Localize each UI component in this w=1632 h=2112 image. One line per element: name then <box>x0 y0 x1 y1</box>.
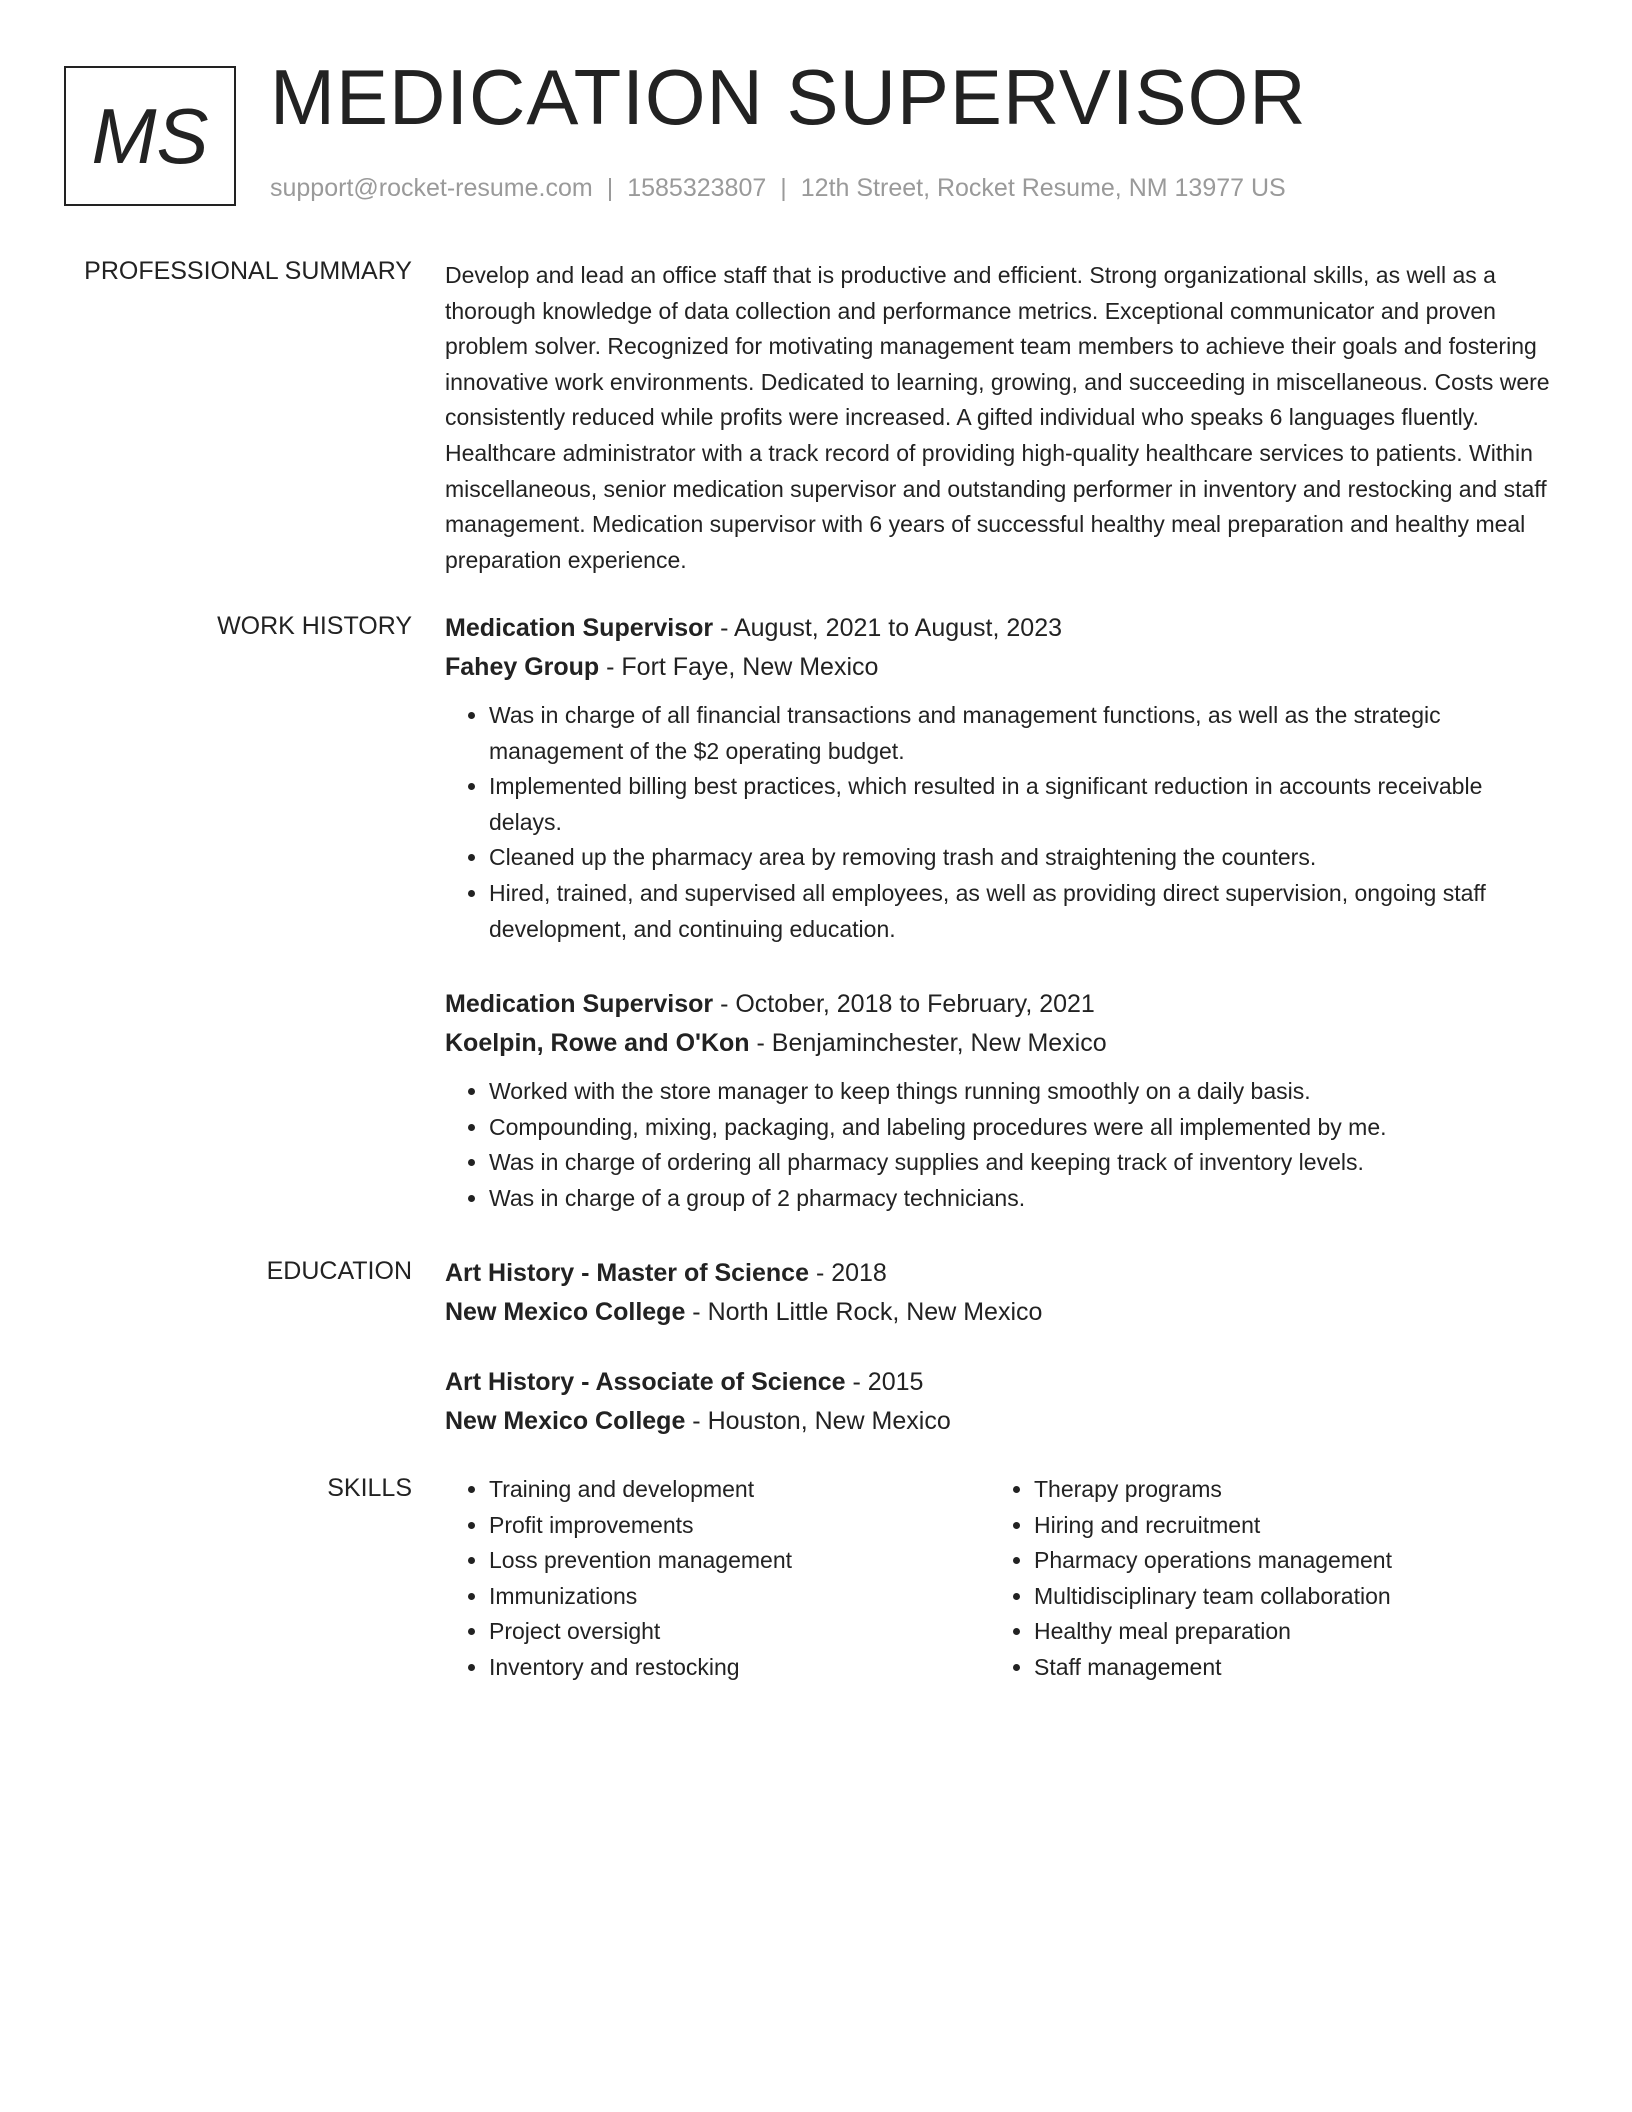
degree: Art History - Master of Science <box>445 1259 809 1287</box>
school-location: - Houston, New Mexico <box>685 1407 951 1435</box>
section-label-skills: SKILLS <box>327 1474 412 1502</box>
job-bullets <box>445 1074 1560 1216</box>
education-entry <box>445 1363 1560 1441</box>
section-label-work-history: WORK HISTORY <box>217 612 412 640</box>
school-line <box>445 1402 1560 1441</box>
job-title-line <box>445 609 1560 648</box>
school: New Mexico College <box>445 1298 686 1326</box>
skill-item: • Pharmacy operations management <box>1034 1543 1510 1579</box>
job-location: - Fort Faye, New Mexico <box>599 653 879 681</box>
contact-line <box>270 174 1286 203</box>
skills-column-right <box>990 1472 1510 1686</box>
job-location: - Benjaminchester, New Mexico <box>749 1029 1107 1057</box>
job-company: Koelpin, Rowe and O'Kon <box>445 1029 750 1057</box>
job-company-line <box>445 648 1560 687</box>
job-bullet: • Worked with the store manager to keep things running smoothly on a daily basis. <box>489 1074 1560 1110</box>
contact-address: 12th Street, Rocket Resume, NM 13977 US <box>800 174 1286 202</box>
job-dates: - August, 2021 to August, 2023 <box>713 614 1063 642</box>
school: New Mexico College <box>445 1407 686 1435</box>
job-bullet: • Implemented billing best practices, which resulted in a significant reduction in accounts receivable delays. <box>489 769 1560 840</box>
education-entry <box>445 1254 1560 1332</box>
job-bullet: • Compounding, mixing, packaging, and labeling procedures were all implemented by me. <box>489 1110 1560 1146</box>
degree-year: - 2015 <box>845 1368 924 1396</box>
skill-item: • Training and development <box>489 1472 965 1508</box>
monogram-badge <box>64 66 236 206</box>
skill-item: • Project oversight <box>489 1614 965 1650</box>
degree-year: - 2018 <box>809 1259 887 1287</box>
skill-item: • Loss prevention management <box>489 1543 965 1579</box>
monogram-text: MS <box>91 91 209 180</box>
job-title-line <box>445 985 1560 1024</box>
degree-line <box>445 1254 1560 1293</box>
job-bullet: • Cleaned up the pharmacy area by removing trash and straightening the counters. <box>489 840 1560 876</box>
section-label-education: EDUCATION <box>266 1257 412 1285</box>
section-label-summary: PROFESSIONAL SUMMARY <box>84 257 412 285</box>
contact-email: support@rocket-resume.com <box>270 174 593 202</box>
skill-item: • Profit improvements <box>489 1508 965 1544</box>
contact-separator: | <box>780 174 787 202</box>
skills-list <box>990 1472 1510 1686</box>
school-location: - North Little Rock, New Mexico <box>685 1298 1043 1326</box>
skills-column-left <box>445 1472 965 1686</box>
job-bullets <box>445 698 1560 947</box>
skill-item: • Therapy programs <box>1034 1472 1510 1508</box>
degree: Art History - Associate of Science <box>445 1368 846 1396</box>
skill-item: • Staff management <box>1034 1650 1510 1686</box>
work-entry <box>445 609 1560 947</box>
job-company-line <box>445 1024 1560 1063</box>
job-title: Medication Supervisor <box>445 990 714 1018</box>
job-bullet: • Was in charge of ordering all pharmacy supplies and keeping track of inventory levels. <box>489 1145 1560 1181</box>
resume-title: MEDICATION SUPERVISOR <box>270 53 1307 141</box>
summary-text: Develop and lead an office staff that is productive and efficient. Strong organizational skills, as well as a thorough knowledge of data collection and performance metrics. Exceptional communicator and proven problem solver. Recognized for motivating management team members to achieve their goals and fostering innovative work environments. Dedicated to learning, growing, and succeeding in miscellaneous. Costs were consistently reduced while profits were increased. A gifted individual who speaks 6 languages fluently. Healthcare administrator with a track record of providing high-quality healthcare services to patients. Within miscellaneous, senior medication supervisor and outstanding performer in inventory and restocking and staff management. Medication supervisor with 6 years of successful healthy meal preparation and healthy meal preparation experience. <box>445 262 1550 573</box>
skills-list <box>445 1472 965 1686</box>
skill-item: • Inventory and restocking <box>489 1650 965 1686</box>
skill-item: • Hiring and recruitment <box>1034 1508 1510 1544</box>
job-bullet: • Hired, trained, and supervised all employees, as well as providing direct supervision, ongoing staff development, and continuing education. <box>489 876 1560 947</box>
contact-phone: 1585323807 <box>627 174 767 202</box>
job-bullet: • Was in charge of a group of 2 pharmacy technicians. <box>489 1181 1560 1217</box>
school-line <box>445 1293 1560 1332</box>
contact-separator: | <box>606 174 614 202</box>
job-company: Fahey Group <box>445 653 600 681</box>
work-entry <box>445 985 1560 1216</box>
skill-item: • Healthy meal preparation <box>1034 1614 1510 1650</box>
skill-item: • Multidisciplinary team collaboration <box>1034 1579 1510 1615</box>
job-title: Medication Supervisor <box>445 614 714 642</box>
job-bullet: • Was in charge of all financial transactions and management functions, as well as the strategic management of the $2 operating budget. <box>489 698 1560 769</box>
degree-line <box>445 1363 1560 1402</box>
skill-item: • Immunizations <box>489 1579 965 1615</box>
job-dates: - October, 2018 to February, 2021 <box>713 990 1095 1018</box>
